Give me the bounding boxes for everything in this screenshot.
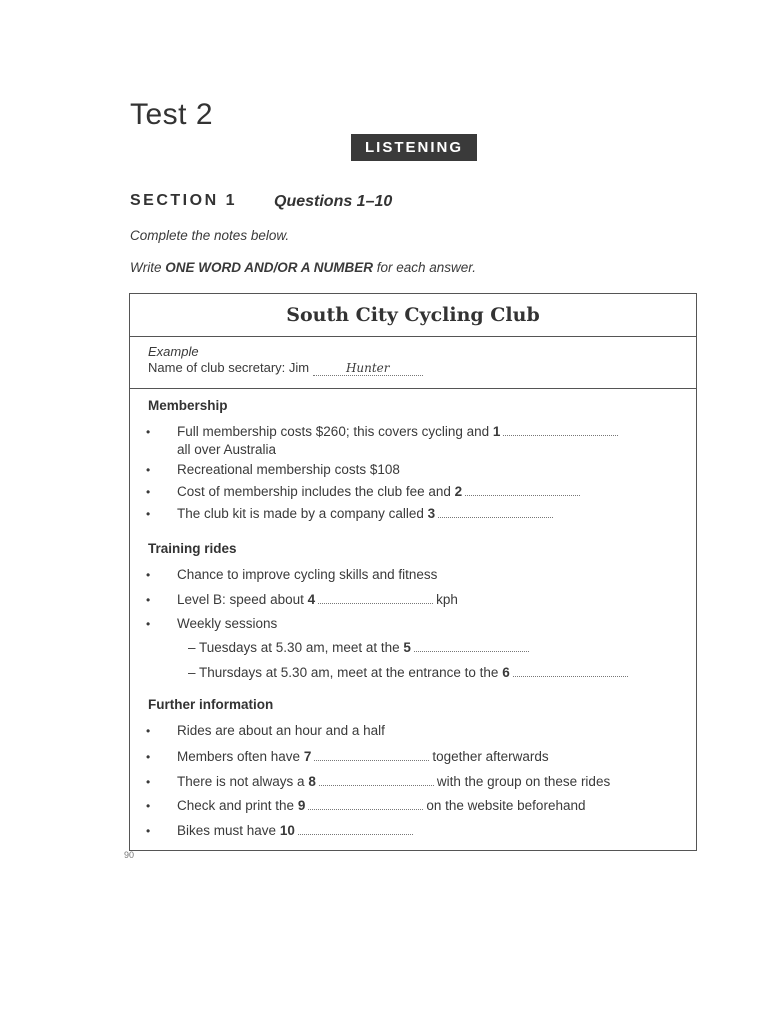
list-item bbox=[146, 722, 686, 740]
notes-title-row bbox=[130, 294, 696, 337]
training-heading: Training rides bbox=[148, 541, 237, 556]
membership-heading: Membership bbox=[148, 398, 228, 413]
question-number: 3 bbox=[427, 506, 436, 521]
bullet: • bbox=[146, 593, 151, 607]
item-text-after: kph bbox=[436, 592, 458, 607]
item-text-after: together afterwards bbox=[432, 749, 549, 764]
bullet: • bbox=[146, 568, 151, 582]
bullet: • bbox=[146, 617, 151, 631]
item-text-continued: all over Australia bbox=[177, 442, 277, 457]
listening-badge: LISTENING bbox=[351, 134, 477, 161]
item-text: – Tuesdays at 5.30 am, meet at the bbox=[188, 640, 400, 655]
list-item bbox=[146, 505, 686, 523]
item-text: Check and print the bbox=[177, 798, 295, 813]
answer-blank[interactable] bbox=[318, 603, 433, 604]
answer-blank[interactable] bbox=[414, 651, 529, 652]
instruction-write-post: for each answer. bbox=[373, 260, 477, 275]
list-item bbox=[146, 591, 686, 609]
item-text: Chance to improve cycling skills and fitness bbox=[177, 567, 438, 582]
list-item bbox=[146, 423, 686, 458]
example-label: Example bbox=[148, 344, 199, 359]
list-item bbox=[146, 773, 686, 791]
page-number: 90 bbox=[124, 850, 135, 860]
bullet: • bbox=[146, 750, 151, 764]
answer-blank[interactable] bbox=[465, 495, 580, 496]
item-text: Full membership costs $260; this covers cycling and bbox=[177, 424, 490, 439]
item-text: Members often have bbox=[177, 749, 301, 764]
list-item bbox=[146, 461, 686, 479]
item-text: Weekly sessions bbox=[177, 616, 278, 631]
answer-blank[interactable] bbox=[308, 809, 423, 810]
item-text: Level B: speed about bbox=[177, 592, 304, 607]
list-item bbox=[146, 483, 686, 501]
question-number: 2 bbox=[454, 484, 463, 499]
bullet: • bbox=[146, 824, 151, 838]
item-text: Rides are about an hour and a half bbox=[177, 723, 385, 738]
list-item bbox=[146, 748, 686, 766]
answer-blank[interactable] bbox=[298, 834, 413, 835]
instruction-complete: Complete the notes below. bbox=[130, 228, 290, 243]
question-number: 1 bbox=[492, 424, 501, 439]
list-item bbox=[146, 822, 686, 840]
page-title: Test 2 bbox=[130, 98, 214, 131]
question-number: 7 bbox=[303, 749, 312, 764]
sub-list-item bbox=[188, 665, 631, 680]
list-item bbox=[146, 566, 686, 584]
question-number: 6 bbox=[502, 665, 510, 680]
bullet: • bbox=[146, 463, 151, 477]
sub-list-item bbox=[188, 640, 532, 655]
example-answer: Hunter bbox=[313, 361, 423, 376]
list-item bbox=[146, 615, 686, 633]
item-text: Bikes must have bbox=[177, 823, 277, 838]
question-number: 10 bbox=[279, 823, 295, 838]
example-text: Name of club secretary: Jim bbox=[148, 360, 310, 375]
answer-blank[interactable] bbox=[513, 676, 628, 677]
item-text: Cost of membership includes the club fee and bbox=[177, 484, 451, 499]
answer-blank[interactable] bbox=[314, 760, 429, 761]
question-number: 4 bbox=[307, 592, 316, 607]
item-text-after: with the group on these rides bbox=[436, 774, 611, 789]
item-text: The club kit is made by a company called bbox=[177, 506, 424, 521]
question-number: 5 bbox=[403, 640, 411, 655]
item-text-after: on the website beforehand bbox=[426, 798, 586, 813]
item-text: – Thursdays at 5.30 am, meet at the entrance to the bbox=[188, 665, 499, 680]
bullet: • bbox=[146, 799, 151, 813]
notes-box bbox=[129, 293, 697, 851]
list-item bbox=[146, 797, 686, 815]
item-text: There is not always a bbox=[177, 774, 305, 789]
further-heading: Further information bbox=[148, 697, 274, 712]
bullet: • bbox=[146, 485, 151, 499]
instruction-write-pre: Write bbox=[130, 260, 166, 275]
answer-blank[interactable] bbox=[319, 785, 434, 786]
bullet: • bbox=[146, 507, 151, 521]
notes-title: South City Cycling Club bbox=[286, 304, 540, 326]
answer-blank[interactable] bbox=[438, 517, 553, 518]
instruction-write-bold: ONE WORD AND/OR A NUMBER bbox=[165, 260, 373, 275]
instruction-write bbox=[130, 260, 476, 275]
section-heading: SECTION 1 bbox=[130, 192, 237, 209]
item-text: Recreational membership costs $108 bbox=[177, 462, 400, 477]
question-number: 8 bbox=[308, 774, 316, 789]
questions-range: Questions 1–10 bbox=[274, 193, 393, 210]
answer-blank[interactable] bbox=[503, 435, 618, 436]
bullet: • bbox=[146, 425, 151, 439]
question-number: 9 bbox=[297, 798, 306, 813]
bullet: • bbox=[146, 724, 151, 738]
example-row bbox=[130, 337, 696, 389]
bullet: • bbox=[146, 775, 151, 789]
